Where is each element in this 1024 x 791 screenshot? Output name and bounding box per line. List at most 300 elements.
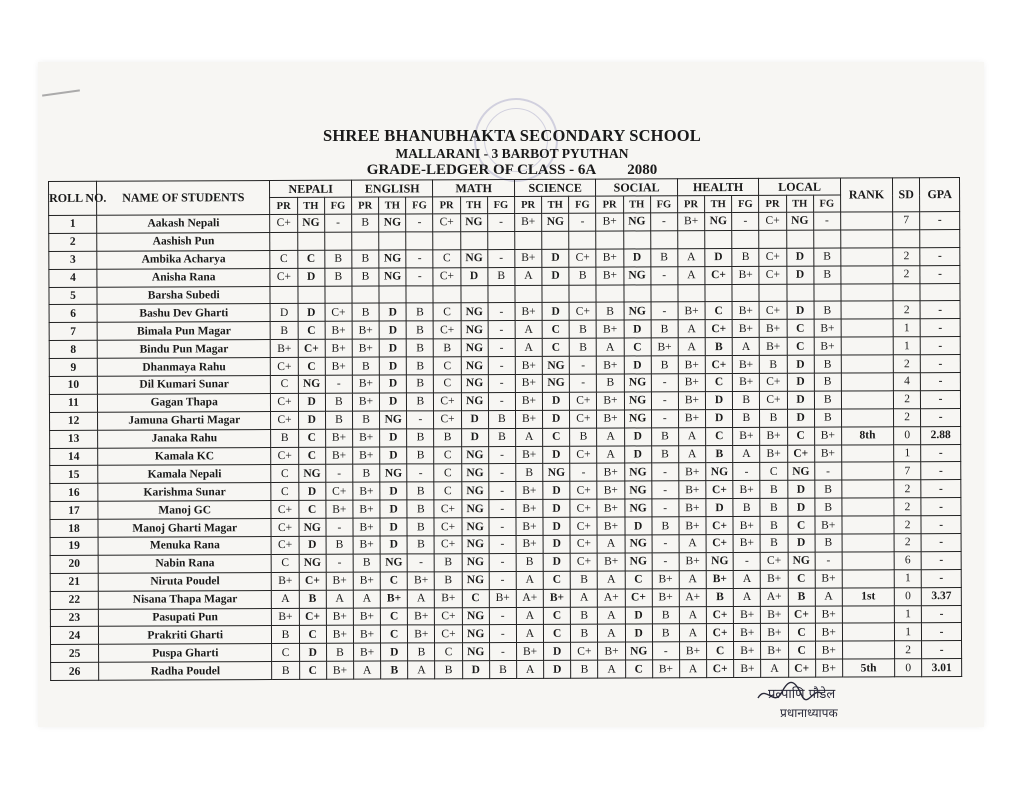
grade-cell: B bbox=[733, 409, 760, 427]
grade-cell: A bbox=[678, 266, 705, 284]
grade-cell: NG bbox=[624, 302, 651, 320]
grade-cell: D bbox=[787, 481, 814, 499]
roll-number: 16 bbox=[50, 484, 98, 502]
subject-header-health: HEALTH bbox=[677, 178, 759, 195]
grade-cell: B+ bbox=[732, 356, 759, 374]
grade-cell: B bbox=[326, 644, 353, 662]
grade-cell: B+ bbox=[326, 572, 353, 590]
grade-cell: B+ bbox=[815, 606, 842, 624]
component-header-th: TH bbox=[786, 195, 813, 212]
grade-cell: C bbox=[299, 662, 326, 680]
grade-cell: B bbox=[406, 339, 433, 357]
student-name: Bashu Dev Gharti bbox=[97, 304, 270, 323]
grade-cell: A bbox=[597, 428, 624, 446]
grade-cell: C bbox=[787, 337, 814, 355]
grade-cell: NG bbox=[380, 554, 407, 572]
grade-cell: B bbox=[706, 445, 733, 463]
grade-cell: C+ bbox=[707, 660, 734, 678]
grade-cell bbox=[270, 286, 297, 304]
grade-cell: C+ bbox=[433, 214, 460, 232]
grade-cell: B+ bbox=[732, 320, 759, 338]
sd-cell: 0 bbox=[895, 659, 922, 677]
grade-cell: B bbox=[516, 553, 543, 571]
grade-cell bbox=[732, 284, 759, 302]
grade-cell: D bbox=[787, 498, 814, 516]
grade-cell: A bbox=[733, 445, 760, 463]
grade-cell: B+ bbox=[515, 213, 542, 231]
grade-cell: B bbox=[760, 499, 787, 517]
grade-cell: D bbox=[787, 391, 814, 409]
grade-cell: D bbox=[380, 447, 407, 465]
grade-cell: C+ bbox=[434, 536, 461, 554]
grade-cell: C bbox=[542, 338, 569, 356]
grade-cell: B bbox=[788, 588, 815, 606]
grade-cell: A bbox=[597, 535, 624, 553]
grade-cell: NG bbox=[625, 535, 652, 553]
sd-cell bbox=[893, 230, 920, 248]
student-name: Gagan Thapa bbox=[97, 393, 270, 412]
grade-cell: NG bbox=[542, 356, 569, 374]
sd-cell: 1 bbox=[894, 444, 921, 462]
grade-cell: B bbox=[272, 662, 299, 680]
grade-cell: B+ bbox=[596, 249, 623, 267]
grade-cell: D bbox=[705, 391, 732, 409]
grade-cell: D bbox=[379, 303, 406, 321]
grade-cell: - bbox=[813, 212, 840, 230]
sd-cell: 2 bbox=[894, 516, 921, 534]
grade-cell: B+ bbox=[679, 517, 706, 535]
grade-cell: NG bbox=[461, 321, 488, 339]
grade-cell: B+ bbox=[272, 608, 299, 626]
roll-number: 11 bbox=[49, 394, 97, 412]
grade-cell: A bbox=[732, 338, 759, 356]
grade-cell: B bbox=[652, 606, 679, 624]
grade-cell: B+ bbox=[325, 357, 352, 375]
grade-cell: D bbox=[624, 320, 651, 338]
grade-cell: B bbox=[651, 427, 678, 445]
grade-cell: A bbox=[597, 338, 624, 356]
grade-cell: NG bbox=[461, 464, 488, 482]
grade-cell: C+ bbox=[433, 267, 460, 285]
grade-cell: C+ bbox=[272, 536, 299, 554]
gpa-cell: 3.01 bbox=[922, 659, 962, 677]
grade-cell bbox=[678, 284, 705, 302]
rank-cell bbox=[842, 605, 894, 623]
grade-cell: B bbox=[652, 624, 679, 642]
grade-cell: A bbox=[679, 535, 706, 553]
grade-cell: - bbox=[488, 303, 515, 321]
grade-cell: D bbox=[379, 357, 406, 375]
grade-cell: B+ bbox=[352, 339, 379, 357]
grade-cell: B+ bbox=[652, 588, 679, 606]
grade-cell: - bbox=[406, 267, 433, 285]
grade-cell: - bbox=[407, 411, 434, 429]
rank-cell: 5th bbox=[842, 659, 894, 677]
grade-cell: B+ bbox=[515, 356, 542, 374]
grade-cell: C bbox=[271, 465, 298, 483]
student-name: Dhanmaya Rahu bbox=[97, 358, 270, 377]
grade-ledger-table bbox=[48, 177, 962, 681]
grade-cell: B+ bbox=[353, 447, 380, 465]
grade-cell: B bbox=[352, 214, 379, 232]
grade-cell: D bbox=[380, 429, 407, 447]
grade-cell: A bbox=[733, 588, 760, 606]
grade-cell: - bbox=[407, 464, 434, 482]
grade-cell: D bbox=[544, 660, 571, 678]
grade-cell: NG bbox=[542, 213, 569, 231]
grade-cell: - bbox=[488, 321, 515, 339]
grade-cell: B bbox=[732, 248, 759, 266]
grade-cell: B+ bbox=[271, 340, 298, 358]
grade-cell: NG bbox=[786, 212, 813, 230]
grade-cell: B+ bbox=[734, 606, 761, 624]
grade-cell: D bbox=[298, 483, 325, 501]
student-name: Jamuna Gharti Magar bbox=[98, 411, 271, 430]
grade-cell: B bbox=[353, 554, 380, 572]
grade-cell: NG bbox=[461, 446, 488, 464]
grade-cell: B bbox=[326, 536, 353, 554]
grade-cell: NG bbox=[787, 463, 814, 481]
grade-cell: D bbox=[624, 445, 651, 463]
student-name: Manoj GC bbox=[98, 501, 271, 520]
grade-cell: B bbox=[325, 268, 352, 286]
roll-number: 22 bbox=[50, 591, 98, 609]
grade-cell: B bbox=[651, 445, 678, 463]
grade-cell: NG bbox=[462, 571, 489, 589]
grade-cell bbox=[624, 284, 651, 302]
grade-cell: - bbox=[651, 266, 678, 284]
grade-cell: - bbox=[488, 374, 515, 392]
student-name: Ambika Acharya bbox=[97, 250, 270, 269]
roll-number: 9 bbox=[49, 358, 97, 376]
grade-cell bbox=[515, 285, 542, 303]
grade-cell: D bbox=[379, 339, 406, 357]
grade-cell: B+ bbox=[408, 607, 435, 625]
roll-number: 18 bbox=[50, 519, 98, 537]
grade-cell: - bbox=[326, 465, 353, 483]
sd-cell: 2 bbox=[895, 641, 922, 659]
grade-cell: D bbox=[380, 500, 407, 518]
student-name: Nisana Thapa Magar bbox=[98, 590, 271, 609]
grade-cell: NG bbox=[542, 374, 569, 392]
grade-cell: B+ bbox=[597, 410, 624, 428]
gpa-cell: - bbox=[922, 605, 962, 623]
grade-cell: C bbox=[625, 571, 652, 589]
grade-cell: B+ bbox=[706, 570, 733, 588]
grade-cell: C+ bbox=[759, 212, 786, 230]
grade-cell bbox=[569, 231, 596, 249]
grade-cell: A bbox=[272, 590, 299, 608]
grade-cell: B+ bbox=[353, 572, 380, 590]
grade-cell: C bbox=[542, 321, 569, 339]
roll-number: 6 bbox=[49, 305, 97, 323]
student-name: Dil Kumari Sunar bbox=[97, 376, 270, 395]
grade-cell bbox=[678, 231, 705, 249]
grade-cell: B+ bbox=[597, 320, 624, 338]
grade-cell: B bbox=[406, 303, 433, 321]
grade-cell: A+ bbox=[679, 588, 706, 606]
grade-cell: B+ bbox=[353, 518, 380, 536]
grade-cell: C+ bbox=[434, 393, 461, 411]
grade-cell: C+ bbox=[434, 500, 461, 518]
grade-cell: C+ bbox=[787, 445, 814, 463]
sd-cell: 1 bbox=[894, 570, 921, 588]
grade-cell bbox=[461, 285, 488, 303]
grade-cell: C bbox=[462, 589, 489, 607]
grade-cell: B bbox=[407, 536, 434, 554]
roll-number: 2 bbox=[49, 233, 97, 251]
grade-cell: B+ bbox=[733, 481, 760, 499]
gpa-cell: - bbox=[920, 337, 960, 355]
rank-header: RANK bbox=[840, 178, 892, 212]
rank-cell bbox=[841, 230, 893, 248]
student-name: Prakriti Gharti bbox=[98, 626, 271, 645]
grade-cell: B+ bbox=[353, 536, 380, 554]
roll-number: 8 bbox=[49, 341, 97, 359]
grade-cell: D bbox=[381, 643, 408, 661]
grade-cell: D bbox=[270, 304, 297, 322]
roll-no-header: ROLL NO. bbox=[49, 181, 97, 215]
grade-cell: D bbox=[544, 643, 571, 661]
grade-cell: C+ bbox=[570, 446, 597, 464]
grade-cell: C bbox=[297, 250, 324, 268]
subject-header-nepali: NEPALI bbox=[270, 180, 352, 197]
grade-cell bbox=[487, 231, 514, 249]
grade-cell: NG bbox=[462, 536, 489, 554]
grade-cell: C bbox=[705, 374, 732, 392]
grade-cell: A bbox=[516, 571, 543, 589]
grade-cell: D bbox=[787, 373, 814, 391]
grade-cell: A bbox=[570, 589, 597, 607]
grade-cell: A bbox=[733, 570, 760, 588]
grade-cell: D bbox=[461, 410, 488, 428]
grade-cell: B+ bbox=[815, 624, 842, 642]
grade-cell: B+ bbox=[733, 427, 760, 445]
student-name: Bimala Pun Magar bbox=[97, 322, 270, 341]
grade-cell: B+ bbox=[733, 373, 760, 391]
grade-cell: A bbox=[516, 661, 543, 679]
grade-cell: B+ bbox=[516, 643, 543, 661]
grade-cell: B bbox=[570, 428, 597, 446]
gpa-cell: - bbox=[920, 355, 960, 373]
grade-cell: D bbox=[542, 267, 569, 285]
grade-cell: A bbox=[515, 321, 542, 339]
grade-cell: B+ bbox=[679, 481, 706, 499]
gpa-cell: - bbox=[920, 319, 960, 337]
grade-cell: NG bbox=[379, 268, 406, 286]
grade-cell: B bbox=[760, 481, 787, 499]
grade-cell: NG bbox=[380, 411, 407, 429]
grade-cell: - bbox=[488, 464, 515, 482]
component-header-pr: PR bbox=[352, 197, 379, 214]
roll-number: 12 bbox=[50, 412, 98, 430]
grade-cell: B bbox=[272, 626, 299, 644]
grade-cell bbox=[813, 230, 840, 248]
grade-cell: B+ bbox=[679, 553, 706, 571]
student-name: Aakash Nepali bbox=[97, 215, 270, 234]
grade-cell: A bbox=[678, 427, 705, 445]
grade-cell: C bbox=[543, 625, 570, 643]
subject-header-social: SOCIAL bbox=[596, 179, 678, 196]
grade-cell: C+ bbox=[270, 268, 297, 286]
grade-cell: C bbox=[788, 624, 815, 642]
grade-cell: D bbox=[379, 375, 406, 393]
grade-cell: B+ bbox=[515, 410, 542, 428]
grade-cell: C+ bbox=[705, 320, 732, 338]
grade-cell: A bbox=[598, 660, 625, 678]
grade-cell: A bbox=[326, 590, 353, 608]
sd-cell: 4 bbox=[893, 373, 920, 391]
grade-cell: NG bbox=[461, 375, 488, 393]
grade-cell: A bbox=[353, 590, 380, 608]
roll-number: 1 bbox=[49, 215, 97, 233]
grade-cell: D bbox=[298, 411, 325, 429]
grade-cell: D bbox=[298, 393, 325, 411]
grade-cell: - bbox=[326, 518, 353, 536]
student-name: Kamala Nepali bbox=[98, 465, 271, 484]
grade-cell: - bbox=[814, 463, 841, 481]
rank-cell bbox=[842, 623, 894, 641]
component-header-th: TH bbox=[379, 197, 406, 214]
grade-cell: - bbox=[569, 213, 596, 231]
grade-cell: A bbox=[598, 624, 625, 642]
grade-cell: NG bbox=[461, 357, 488, 375]
grade-cell: D bbox=[543, 446, 570, 464]
grade-cell: B bbox=[651, 356, 678, 374]
grade-cell: A bbox=[354, 661, 381, 679]
school-name: SHREE BHANUBHAKTA SECONDARY SCHOOL bbox=[323, 126, 701, 145]
grade-cell: - bbox=[488, 357, 515, 375]
grade-cell: B+ bbox=[678, 409, 705, 427]
grade-cell: B+ bbox=[678, 302, 705, 320]
gpa-cell: 2.88 bbox=[921, 426, 961, 444]
grade-cell: D bbox=[380, 518, 407, 536]
rank-cell bbox=[841, 248, 893, 266]
grade-cell: C bbox=[433, 249, 460, 267]
grade-cell: B bbox=[352, 268, 379, 286]
grade-cell: A bbox=[516, 607, 543, 625]
grade-cell: B bbox=[815, 534, 842, 552]
student-name: Pasupati Pun bbox=[98, 608, 271, 627]
grade-cell: C bbox=[434, 446, 461, 464]
gpa-cell: - bbox=[921, 408, 961, 426]
grade-cell: A+ bbox=[761, 588, 788, 606]
component-header-pr: PR bbox=[759, 195, 786, 212]
roll-number: 3 bbox=[49, 251, 97, 269]
grade-cell: D bbox=[623, 249, 650, 267]
sd-cell: 6 bbox=[894, 552, 921, 570]
roll-number: 19 bbox=[50, 537, 98, 555]
grade-cell bbox=[569, 285, 596, 303]
grade-cell: B bbox=[407, 393, 434, 411]
grade-cell: B bbox=[571, 607, 598, 625]
grade-cell: B+ bbox=[760, 338, 787, 356]
grade-cell: C+ bbox=[706, 517, 733, 535]
roll-number: 17 bbox=[50, 502, 98, 520]
grade-cell: B+ bbox=[516, 482, 543, 500]
grade-cell: - bbox=[732, 212, 759, 230]
grade-cell: A bbox=[678, 338, 705, 356]
student-name: Aashish Pun bbox=[97, 232, 270, 251]
grade-cell: - bbox=[569, 356, 596, 374]
grade-cell: B+ bbox=[732, 302, 759, 320]
grade-cell: D bbox=[380, 536, 407, 554]
grade-cell: B+ bbox=[678, 392, 705, 410]
grade-cell: B bbox=[408, 643, 435, 661]
gpa-cell: - bbox=[922, 623, 962, 641]
grade-cell: C+ bbox=[435, 607, 462, 625]
grade-cell bbox=[433, 285, 460, 303]
grade-cell: D bbox=[542, 249, 569, 267]
rank-cell: 1st bbox=[842, 588, 894, 606]
school-address: MALLARANI - 3 BARBOT PYUTHAN bbox=[395, 146, 629, 161]
grade-cell: B+ bbox=[761, 642, 788, 660]
gpa-cell: - bbox=[922, 641, 962, 659]
grade-cell: C+ bbox=[270, 214, 297, 232]
grade-cell: C bbox=[381, 625, 408, 643]
ledger-year: 2080 bbox=[627, 162, 658, 178]
component-header-fg: FG bbox=[813, 195, 840, 212]
grade-cell: B+ bbox=[353, 643, 380, 661]
grade-cell: B+ bbox=[516, 517, 543, 535]
grade-cell: B+ bbox=[597, 481, 624, 499]
grade-cell: - bbox=[489, 643, 516, 661]
grade-cell: C+ bbox=[759, 266, 786, 284]
grade-cell bbox=[379, 232, 406, 250]
grade-cell: B+ bbox=[732, 266, 759, 284]
grade-cell: C+ bbox=[435, 625, 462, 643]
sd-cell bbox=[893, 283, 920, 301]
grade-cell: B bbox=[352, 250, 379, 268]
rank-cell bbox=[841, 444, 893, 462]
grade-cell: C+ bbox=[706, 606, 733, 624]
grade-cell: B+ bbox=[597, 499, 624, 517]
grade-cell: B+ bbox=[597, 517, 624, 535]
rank-cell bbox=[841, 301, 893, 319]
grade-cell: A bbox=[678, 248, 705, 266]
grade-cell: NG bbox=[705, 213, 732, 231]
student-name: Barsha Subedi bbox=[97, 286, 270, 305]
grade-cell: D bbox=[543, 482, 570, 500]
grade-cell: C bbox=[433, 303, 460, 321]
grade-cell bbox=[297, 232, 324, 250]
sd-cell: 2 bbox=[893, 265, 920, 283]
gpa-cell: 3.37 bbox=[921, 587, 961, 605]
grade-cell: B bbox=[733, 499, 760, 517]
student-name: Janaka Rahu bbox=[98, 429, 271, 448]
grade-cell: C+ bbox=[434, 321, 461, 339]
gpa-cell bbox=[920, 283, 960, 301]
grade-cell: - bbox=[407, 554, 434, 572]
grade-cell: C bbox=[435, 643, 462, 661]
grade-cell: B bbox=[569, 320, 596, 338]
grade-cell: C bbox=[270, 250, 297, 268]
grade-cell: C+ bbox=[759, 302, 786, 320]
grade-cell: B bbox=[733, 391, 760, 409]
component-header-fg: FG bbox=[732, 195, 759, 212]
component-header-pr: PR bbox=[514, 196, 541, 213]
rank-cell bbox=[841, 391, 893, 409]
grade-cell: NG bbox=[298, 375, 325, 393]
roll-number: 13 bbox=[50, 430, 98, 448]
grade-cell: B+ bbox=[353, 500, 380, 518]
grade-cell: NG bbox=[460, 249, 487, 267]
grade-cell: B+ bbox=[516, 535, 543, 553]
grade-cell: B bbox=[571, 625, 598, 643]
roll-number: 10 bbox=[49, 376, 97, 394]
grade-cell bbox=[732, 230, 759, 248]
grade-cell: C+ bbox=[299, 608, 326, 626]
